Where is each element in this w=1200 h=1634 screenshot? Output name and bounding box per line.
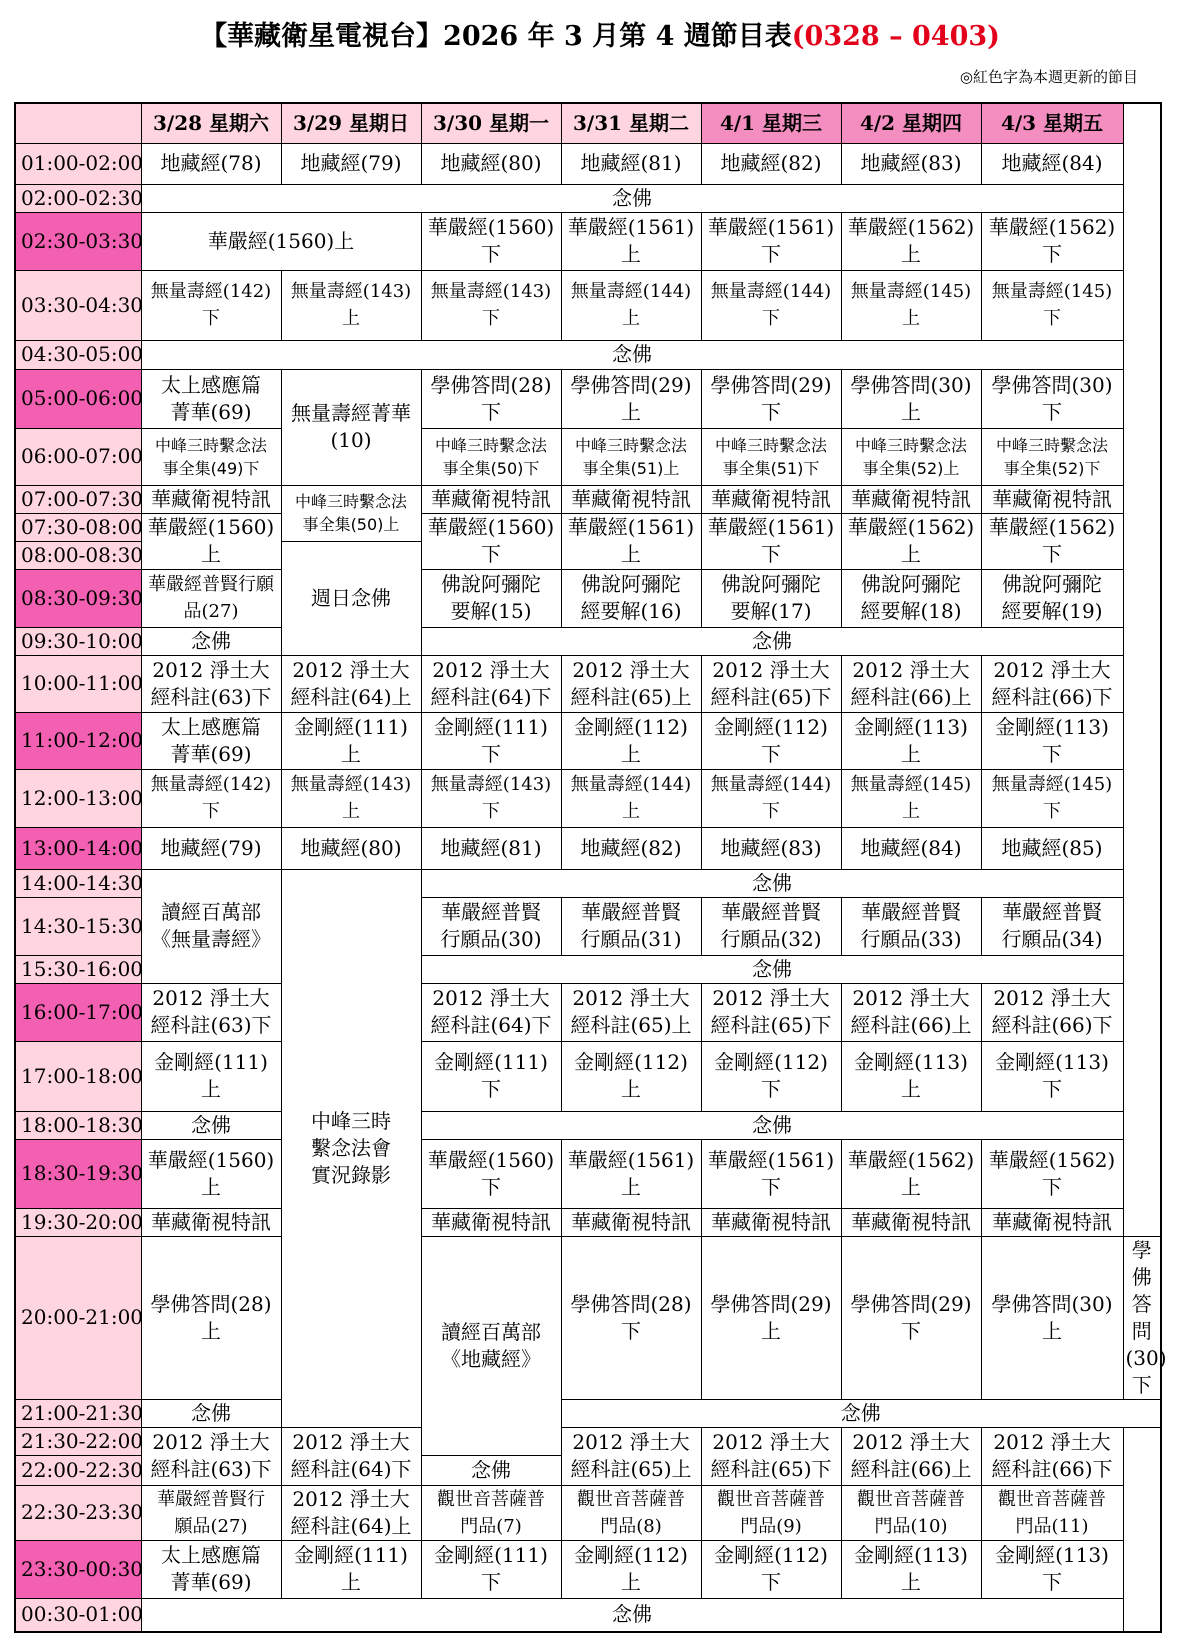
program-cell: 學佛答問(30) 上 [981,1236,1123,1399]
title-date-range: (0328 – 0403) [791,21,1000,52]
program-cell: 華嚴經(1560) 下 [421,212,561,270]
program-cell: 金剛經(111) 上 [281,712,421,769]
day-header: 4/1 星期三 [701,103,841,143]
program-cell: 金剛經(111) 下 [421,1041,561,1111]
table-row [15,983,1161,1041]
program-cell: 2012 淨土大 經科註(65)上 [561,983,701,1041]
program-cell: 華嚴經普賢行願 品(27) [141,569,281,627]
table-row [15,1427,1161,1455]
program-cell: 無量壽經(142) 下 [141,270,281,340]
program-cell: 地藏經(80) [421,143,561,184]
table-row [15,1399,1161,1427]
program-cell: 中峰三時繫念法 事全集(51)上 [561,428,701,485]
program-cell: 觀世音菩薩普 門品(11) [981,1485,1123,1540]
program-cell: 金剛經(112) 上 [561,1041,701,1111]
program-cell: 2012 淨土大 經科註(65)下 [701,655,841,712]
program-cell: 地藏經(84) [981,143,1123,184]
program-cell: 2012 淨土大 經科註(66)下 [981,1427,1123,1485]
program-cell: 學佛答問(29) 下 [701,369,841,428]
time-cell: 02:00-02:30 [15,184,141,212]
table-row [15,340,1161,369]
day-header: 4/3 星期五 [981,103,1123,143]
program-cell: 念佛 [141,1111,281,1139]
program-cell: 無量壽經(145) 上 [841,769,981,827]
program-cell: 念佛 [421,627,1123,655]
table-row [15,1485,1161,1540]
time-cell: 15:30-16:00 [15,955,141,983]
program-cell: 太上感應篇 菁華(69) [141,1540,281,1598]
program-cell: 無量壽經(143) 下 [421,769,561,827]
program-cell: 2012 淨土大 經科註(66)上 [841,983,981,1041]
program-cell: 華藏衛視特訊 [561,485,701,513]
time-cell: 17:00-18:00 [15,1041,141,1111]
program-cell: 學佛答問(29) 上 [701,1236,841,1399]
time-cell: 23:30-00:30 [15,1540,141,1598]
program-cell: 佛說阿彌陀 經要解(18) [841,569,981,627]
day-header: 4/2 星期四 [841,103,981,143]
program-cell: 念佛 [561,1399,1161,1427]
program-cell: 地藏經(80) [281,827,421,869]
time-cell: 14:00-14:30 [15,869,141,897]
program-cell: 地藏經(81) [421,827,561,869]
program-cell: 中峰三時繫念法 事全集(50)上 [281,485,421,541]
program-cell: 地藏經(84) [841,827,981,869]
table-row [15,1236,1161,1399]
program-cell: 華嚴經(1561) 下 [701,513,841,569]
table-row [15,270,1161,340]
program-cell: 金剛經(112) 上 [561,712,701,769]
program-cell: 華嚴經(1562) 上 [841,513,981,569]
program-cell: 學佛答問(28) 上 [141,1236,281,1399]
program-cell: 金剛經(111) 下 [421,1540,561,1598]
table-row [15,1139,1161,1208]
program-cell: 念佛 [421,955,1123,983]
program-cell: 無量壽經(143) 上 [281,769,421,827]
table-row [15,513,1161,541]
program-cell: 金剛經(111) 下 [421,712,561,769]
program-cell: 金剛經(113) 下 [981,1540,1123,1598]
program-cell: 讀經百萬部 《地藏經》 [421,1236,561,1455]
program-cell: 學佛答問(29) 下 [841,1236,981,1399]
time-cell: 00:30-01:00 [15,1598,141,1632]
program-cell: 中峰三時繫念法 事全集(50)下 [421,428,561,485]
program-cell: 2012 淨土大 經科註(63)下 [141,1427,281,1485]
time-cell: 13:00-14:00 [15,827,141,869]
program-cell: 華嚴經(1561) 下 [701,212,841,270]
program-cell: 學佛答問(28) 下 [421,369,561,428]
program-cell: 2012 淨土大 經科註(63)下 [141,655,281,712]
time-cell: 21:30-22:00 [15,1427,141,1455]
table-row [15,827,1161,869]
program-cell: 2012 淨土大 經科註(64)下 [281,1427,421,1485]
page-title [0,14,1200,53]
program-cell: 2012 淨土大 經科註(64)上 [281,655,421,712]
time-cell: 16:00-17:00 [15,983,141,1041]
time-cell: 05:00-06:00 [15,369,141,428]
table-row [15,184,1161,212]
program-cell: 華嚴經(1560) 下 [421,1139,561,1208]
program-cell: 學佛答問(30) 下 [1123,1236,1161,1399]
program-cell: 華藏衛視特訊 [421,1208,561,1236]
program-cell: 2012 淨土大 經科註(65)上 [561,1427,701,1485]
program-cell: 學佛答問(29) 上 [561,369,701,428]
program-cell: 太上感應篇 菁華(69) [141,712,281,769]
program-cell: 念佛 [141,627,281,655]
program-cell: 地藏經(83) [701,827,841,869]
program-cell: 讀經百萬部 《無量壽經》 [141,869,281,983]
program-cell: 華藏衛視特訊 [981,1208,1123,1236]
time-cell: 07:30-08:00 [15,513,141,541]
program-cell: 華藏衛視特訊 [421,485,561,513]
program-cell: 中峰三時繫念法 事全集(52)下 [981,428,1123,485]
program-cell: 華嚴經(1562) 上 [841,1139,981,1208]
program-cell: 無量壽經(143) 上 [281,270,421,340]
program-cell: 地藏經(85) [981,827,1123,869]
program-cell: 學佛答問(30) 上 [841,369,981,428]
program-cell: 無量壽經(145) 上 [841,270,981,340]
program-cell: 華嚴經(1561) 下 [701,1139,841,1208]
program-cell: 念佛 [421,1111,1123,1139]
time-cell: 18:00-18:30 [15,1111,141,1139]
program-cell: 太上感應篇 菁華(69) [141,369,281,428]
program-cell: 2012 淨土大 經科註(63)下 [141,983,281,1041]
program-cell: 華藏衛視特訊 [141,485,281,513]
time-cell: 02:30-03:30 [15,212,141,270]
program-cell: 念佛 [421,869,1123,897]
program-cell: 金剛經(112) 下 [701,1041,841,1111]
program-cell: 中峰三時繫念法 事全集(52)上 [841,428,981,485]
program-cell: 念佛 [141,1399,281,1427]
time-cell: 22:30-23:30 [15,1485,141,1540]
day-header: 3/28 星期六 [141,103,281,143]
program-cell: 2012 淨土大 經科註(64)下 [421,983,561,1041]
program-cell: 華藏衛視特訊 [701,1208,841,1236]
program-cell: 念佛 [141,1598,1123,1632]
header-row [15,103,1161,143]
program-cell: 觀世音菩薩普 門品(7) [421,1485,561,1540]
table-row [15,627,1161,655]
program-cell: 2012 淨土大 經科註(65)下 [701,1427,841,1485]
program-cell: 學佛答問(28) 下 [561,1236,701,1399]
time-cell: 20:00-21:00 [15,1236,141,1399]
program-cell: 無量壽經菁華 (10) [281,369,421,485]
program-cell: 華嚴經(1561) 上 [561,1139,701,1208]
program-cell: 華藏衛視特訊 [561,1208,701,1236]
program-cell: 地藏經(79) [281,143,421,184]
program-cell: 金剛經(113) 下 [981,712,1123,769]
time-cell: 11:00-12:00 [15,712,141,769]
program-cell: 地藏經(83) [841,143,981,184]
program-cell: 華嚴經普賢行 願品(27) [141,1485,281,1540]
program-cell: 2012 淨土大 經科註(66)上 [841,1427,981,1485]
table-row [15,428,1161,485]
time-cell: 22:00-22:30 [15,1455,141,1485]
program-cell: 地藏經(82) [561,827,701,869]
program-cell: 地藏經(78) [141,143,281,184]
program-cell: 觀世音菩薩普 門品(10) [841,1485,981,1540]
program-cell: 地藏經(82) [701,143,841,184]
program-cell: 觀世音菩薩普 門品(9) [701,1485,841,1540]
table-row [15,485,1161,513]
update-note: ◎紅色字為本週更新的節目 [959,68,1138,86]
time-cell: 08:00-08:30 [15,541,141,569]
program-cell: 無量壽經(143) 下 [421,270,561,340]
table-row [15,869,1161,897]
program-cell: 華嚴經普賢 行願品(34) [981,897,1123,955]
time-cell: 18:30-19:30 [15,1139,141,1208]
program-cell: 無量壽經(144) 上 [561,270,701,340]
program-cell: 華嚴經普賢 行願品(30) [421,897,561,955]
time-cell: 08:30-09:30 [15,569,141,627]
table-row [15,655,1161,712]
program-cell: 佛說阿彌陀 要解(15) [421,569,561,627]
time-cell: 01:00-02:00 [15,143,141,184]
time-cell: 09:30-10:00 [15,627,141,655]
program-cell: 華藏衛視特訊 [701,485,841,513]
title-main: 【華藏衛星電視台】2026 年 3 月第 4 週節目表 [200,21,792,52]
time-cell: 14:30-15:30 [15,897,141,955]
program-cell: 佛說阿彌陀 要解(17) [701,569,841,627]
time-cell: 10:00-11:00 [15,655,141,712]
table-row [15,569,1161,627]
program-cell: 無量壽經(145) 下 [981,270,1123,340]
program-cell: 金剛經(113) 上 [841,1540,981,1598]
program-cell: 華藏衛視特訊 [141,1208,281,1236]
program-cell: 金剛經(111) 上 [281,1540,421,1598]
program-cell: 無量壽經(144) 下 [701,270,841,340]
program-cell: 華嚴經(1560) 下 [421,513,561,569]
program-cell: 華藏衛視特訊 [841,485,981,513]
time-cell: 03:30-04:30 [15,270,141,340]
program-cell: 華藏衛視特訊 [841,1208,981,1236]
program-cell: 地藏經(79) [141,827,281,869]
time-cell: 06:00-07:00 [15,428,141,485]
program-cell: 華嚴經(1560)上 [141,212,421,270]
day-header: 3/31 星期二 [561,103,701,143]
program-cell: 華嚴經(1561) 上 [561,212,701,270]
table-row [15,1540,1161,1598]
program-cell: 華嚴經(1560) 上 [141,1139,281,1208]
program-cell: 2012 淨土大 經科註(66)下 [981,983,1123,1041]
time-cell: 07:00-07:30 [15,485,141,513]
program-cell: 華嚴經普賢 行願品(32) [701,897,841,955]
program-cell: 無量壽經(144) 上 [561,769,701,827]
program-cell: 2012 淨土大 經科註(64)下 [421,655,561,712]
table-row [15,1041,1161,1111]
table-row [15,212,1161,270]
program-cell: 華嚴經普賢 行願品(33) [841,897,981,955]
time-cell: 04:30-05:00 [15,340,141,369]
time-cell: 21:00-21:30 [15,1399,141,1427]
program-cell: 華嚴經(1562) 下 [981,513,1123,569]
program-cell: 2012 淨土大 經科註(65)上 [561,655,701,712]
time-cell: 19:30-20:00 [15,1208,141,1236]
program-cell: 2012 淨土大 經科註(64)上 [281,1485,421,1540]
program-cell: 無量壽經(144) 下 [701,769,841,827]
program-cell: 2012 淨土大 經科註(66)上 [841,655,981,712]
program-cell: 2012 淨土大 經科註(66)下 [981,655,1123,712]
program-cell: 金剛經(113) 下 [981,1041,1123,1111]
program-cell: 華嚴經(1562) 下 [981,1139,1123,1208]
table-row [15,1208,1161,1236]
program-cell: 華藏衛視特訊 [981,485,1123,513]
program-cell: 金剛經(113) 上 [841,1041,981,1111]
program-cell: 金剛經(112) 上 [561,1540,701,1598]
program-cell: 中峰三時繫念法 事全集(49)下 [141,428,281,485]
program-cell: 金剛經(113) 上 [841,712,981,769]
program-cell: 週日念佛 [281,541,421,655]
program-cell: 觀世音菩薩普 門品(8) [561,1485,701,1540]
program-cell: 金剛經(112) 下 [701,1540,841,1598]
program-cell: 華嚴經(1562) 下 [981,212,1123,270]
program-cell: 無量壽經(145) 下 [981,769,1123,827]
program-cell: 金剛經(112) 下 [701,712,841,769]
program-cell: 華嚴經(1560) 上 [141,513,281,569]
program-cell: 無量壽經(142) 下 [141,769,281,827]
program-cell: 華嚴經普賢 行願品(31) [561,897,701,955]
program-cell: 金剛經(111) 上 [141,1041,281,1111]
program-cell: 華嚴經(1561) 上 [561,513,701,569]
program-cell: 地藏經(81) [561,143,701,184]
program-cell: 2012 淨土大 經科註(65)下 [701,983,841,1041]
table-row [15,369,1161,428]
program-cell: 念佛 [141,340,1123,369]
day-header: 3/29 星期日 [281,103,421,143]
program-cell: 佛說阿彌陀 經要解(19) [981,569,1123,627]
program-cell: 念佛 [421,1455,561,1485]
program-cell: 佛說阿彌陀 經要解(16) [561,569,701,627]
program-cell: 中峰三時繫念法 事全集(51)下 [701,428,841,485]
table-row [15,1111,1161,1139]
schedule-table [14,102,1167,1633]
corner-cell [15,103,141,143]
table-row [15,769,1161,827]
program-cell: 中峰三時 繫念法會 實況錄影 [281,869,421,1427]
day-header: 3/30 星期一 [421,103,561,143]
table-row [15,712,1161,769]
program-cell: 華嚴經(1562) 上 [841,212,981,270]
table-row [15,143,1161,184]
program-cell: 念佛 [141,184,1123,212]
program-cell: 學佛答問(30) 下 [981,369,1123,428]
time-cell: 12:00-13:00 [15,769,141,827]
table-row [15,1598,1161,1632]
